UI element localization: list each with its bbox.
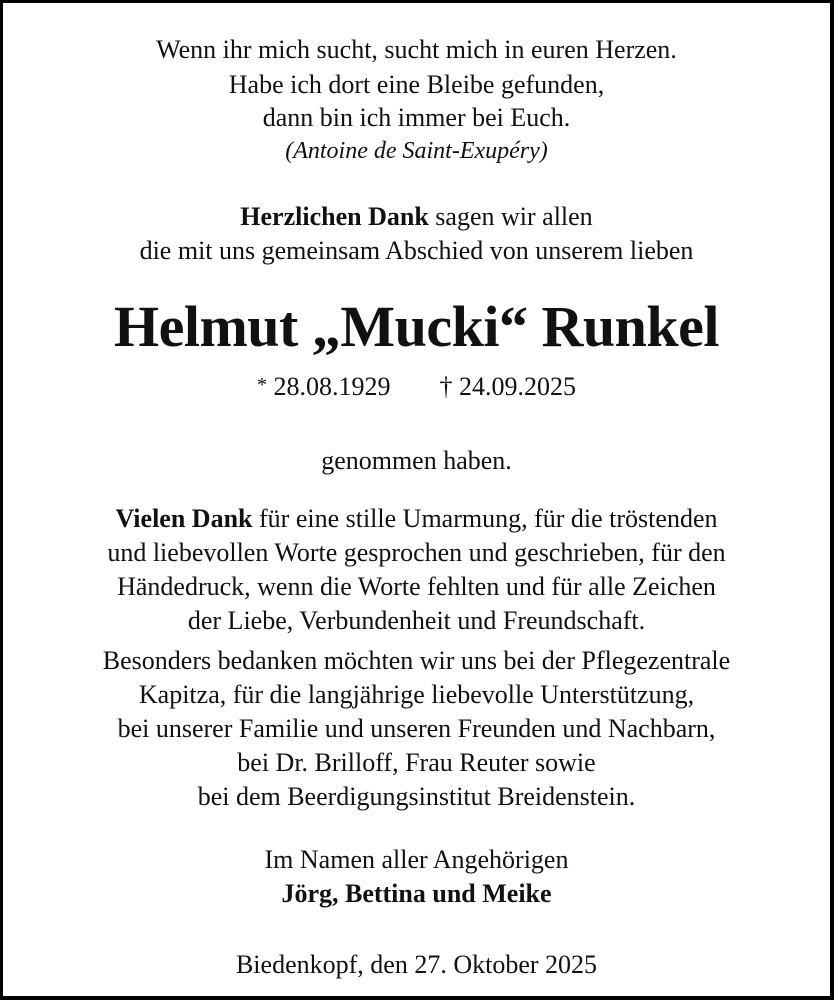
- thanks-line-3: Händedruck, wenn die Worte fehlten und für alle Zeichen: [117, 572, 716, 601]
- thanks-line-4: der Liebe, Verbundenheit und Freundschaft.: [187, 606, 646, 635]
- special-thanks-line-1: Besonders bedanken möchten wir uns bei der Pflegezentrale: [102, 646, 731, 675]
- quote-line-2: Habe ich dort eine Bleibe gefunden,: [228, 70, 605, 99]
- intro-bold-lead: Herzlichen Dank: [240, 202, 429, 231]
- thanks-line-1-rest: für eine stille Umarmung, für die tröstenden: [252, 504, 718, 533]
- intro-line-2: die mit uns gemeinsam Abschied von unserem lieben: [139, 236, 694, 265]
- special-thanks-line-2: Kapitza, für die langjährige liebevolle Unterstützung,: [138, 680, 695, 709]
- special-thanks-line-4: bei Dr. Brilloff, Frau Reuter sowie: [237, 748, 596, 777]
- thanks-bold-lead: Vielen Dank: [115, 504, 253, 533]
- thanks-line-2: und liebevollen Worte gesprochen und geschrieben, für den: [107, 538, 726, 567]
- deceased-name: Helmut „Mucki“ Runkel: [114, 294, 719, 359]
- intro-line-1-rest: sagen wir allen: [428, 202, 593, 231]
- quote-line-1: Wenn ihr mich sucht, sucht mich in euren Herzen.: [156, 35, 677, 64]
- signature-preface: Im Namen aller Angehörigen: [264, 845, 569, 874]
- quote-line-3: dann bin ich immer bei Euch.: [262, 103, 571, 132]
- place-date: Biedenkopf, den 27. Oktober 2025: [235, 950, 598, 979]
- thanks-line-1: [3, 504, 830, 534]
- birth-date: 28.08.1929: [273, 372, 391, 401]
- signature-names: Jörg, Bettina und Meike: [281, 879, 552, 908]
- life-dates: [3, 372, 830, 402]
- death-cross-icon: †: [439, 372, 453, 401]
- quote-attribution: (Antoine de Saint-Exupéry): [285, 138, 548, 164]
- intro-line-1: [3, 202, 830, 232]
- closing-intro: genommen haben.: [321, 446, 512, 475]
- special-thanks-line-3: bei unserer Familie und unseren Freunden und Nachbarn,: [117, 714, 716, 743]
- special-thanks-line-5: bei dem Beerdigungsinstitut Breidenstein.: [197, 782, 636, 811]
- birth-asterisk-icon: *: [257, 374, 267, 396]
- death-date: 24.09.2025: [459, 372, 576, 401]
